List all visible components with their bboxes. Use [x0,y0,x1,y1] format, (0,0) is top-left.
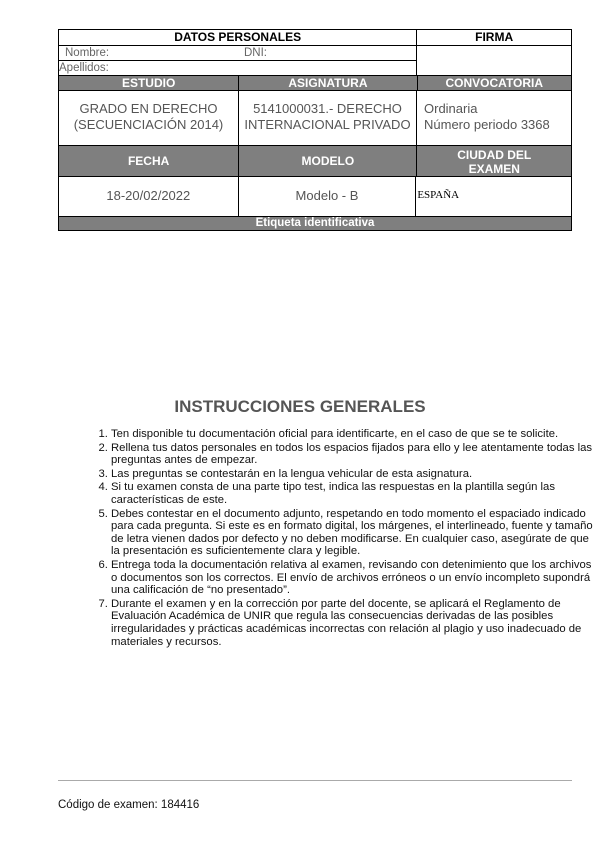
identification-label-bar: Etiqueta identificativa [59,217,571,230]
date-value: 18-20/02/2022 [59,177,239,216]
call-line-1: Ordinaria [424,101,478,116]
dni-label: DNI: [244,47,267,59]
surname-label: Apellidos: [59,62,109,74]
call-heading: CONVOCATORIA [445,76,544,90]
surname-field[interactable] [59,61,416,76]
instruction-item: 5. Debes contestar en el documento adjunto, respetando en todo momento el espaciado indicado para cada pregunta. Si este es en formato digital, los márgenes, el interlineado, fuente y tamaño de letra vienen dados por defecto y no deben modificarse. En cualquier caso, asegúrate de que la presentación es suficientemente clara y legible. [111,508,593,558]
exam-code: Código de examen: 184416 [58,799,200,811]
study-line-1: GRADO EN DERECHO [79,101,218,116]
instruction-item: 4. Si tu examen consta de una parte tipo test, indica las respuestas en la plantilla según las características de este. [111,481,593,506]
model-heading: MODELO [239,146,417,176]
study-value [59,91,239,145]
name-field[interactable] [59,46,416,61]
subject-line-2: INTERNACIONAL PRIVADO [244,117,411,132]
name-label: Nombre: [65,47,110,59]
instructions-list [90,428,593,649]
instruction-item: 1. Ten disponible tu documentación oficial para identificarte, en el caso de que se te solicite. [111,428,593,441]
date-heading: FECHA [59,146,239,176]
subject-value [239,91,417,145]
signature-box[interactable] [417,46,571,76]
city-heading: CIUDAD DEL EXAMEN [457,148,532,176]
call-value [417,91,571,145]
call-line-2: Número periodo 3368 [424,117,550,132]
footer-divider [58,780,572,781]
instruction-item: 7. Durante el examen y en la corrección por parte del docente, se aplicará el Reglamento de Evaluación Académica de UNIR que regula las consecuencias derivadas de las posibles irregularidades y prácticas académicas incorrectas con relación al plagio y uso inadecuado de materiales y recursos. [111,598,593,648]
subject-heading: ASIGNATURA [239,76,417,90]
instruction-item: 2. Rellena tus datos personales en todos los espacios fijados para ello y lee atentamente todas las preguntas antes de empezar. [111,442,593,467]
personal-data-heading: DATOS PERSONALES [59,30,416,46]
instruction-item: 3. Las preguntas se contestarán en la lengua vehicular de esta asignatura. [111,468,593,481]
subject-line-1: 5141000031.- DERECHO [253,101,402,116]
study-line-2: (SECUENCIACIÓN 2014) [73,117,224,132]
model-value: Modelo - B [239,177,417,216]
signature-heading: FIRMA [417,30,571,46]
instruction-item: 6. Entrega toda la documentación relativa al examen, revisando con detenimiento que los archivos o documentos son los correctos. El envío de archivos erróneos o un envío incompleto supondrá una calificación de “no presentado”. [111,559,593,597]
study-heading: ESTUDIO [59,76,239,90]
city-value: ESPAÑA [417,189,460,201]
exam-header-table [58,29,572,231]
instructions-title: INSTRUCCIONES GENERALES [174,397,426,416]
